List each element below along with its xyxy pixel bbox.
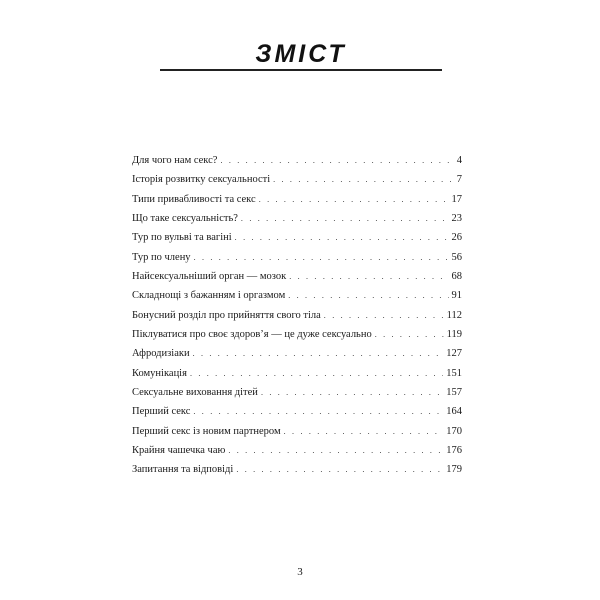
toc-entry — [132, 422, 462, 441]
toc-entry — [132, 151, 462, 170]
page-title: ЗМІСТ — [255, 40, 347, 68]
toc-entry-page: 157 — [446, 386, 462, 398]
toc-entry — [132, 402, 462, 421]
toc-entry-title: Складнощі з бажанням і оргазмом — [132, 290, 286, 302]
toc-dot-leader — [375, 325, 444, 344]
toc-entry-page: 127 — [446, 348, 462, 360]
toc-dot-leader — [235, 228, 449, 247]
toc-entry-page: 23 — [451, 212, 462, 224]
toc-dot-leader — [261, 383, 443, 402]
toc-entry-page: 112 — [446, 309, 462, 321]
toc-entry — [132, 286, 462, 305]
toc-entry — [132, 364, 462, 383]
page-number: 3 — [297, 566, 303, 578]
toc-entry-title: Тур по члену — [132, 251, 191, 263]
toc-entry-title: Історія розвитку сексуальності — [132, 174, 271, 186]
toc-dot-leader — [193, 344, 444, 363]
toc-entry — [132, 190, 462, 209]
toc-entry-page: 119 — [446, 328, 462, 340]
toc-entry-title: Піклуватися про своє здоров’я — це дуже сексуально — [132, 328, 372, 340]
toc-entry-title: Афродизіаки — [132, 348, 190, 360]
toc-entry-page: 151 — [446, 367, 462, 379]
toc-entry-title: Перший секс із новим партнером — [132, 425, 281, 437]
toc-dot-leader — [190, 364, 443, 383]
toc-dot-leader — [288, 286, 448, 305]
toc-entry-page: 68 — [451, 270, 462, 282]
toc-dot-leader — [194, 248, 449, 267]
toc-entry — [132, 460, 462, 479]
toc-dot-leader — [259, 190, 449, 209]
toc-dot-leader — [273, 170, 454, 189]
toc-entry — [132, 344, 462, 363]
toc-dot-leader — [236, 460, 443, 479]
title-underline — [160, 69, 442, 71]
toc-entry-title: Для чого нам секс? — [132, 155, 218, 166]
toc-entry-page: 179 — [446, 464, 462, 476]
toc-dot-leader — [241, 209, 449, 228]
toc-entry-title: Типи привабливості та секс — [132, 193, 256, 205]
toc-entry — [132, 441, 462, 460]
toc-entry — [132, 383, 462, 402]
toc-entry-page: 164 — [446, 406, 462, 418]
toc-entry-page: 176 — [446, 444, 462, 456]
toc-dot-leader — [284, 422, 444, 441]
toc-dot-leader — [220, 151, 453, 170]
toc-entry — [132, 170, 462, 189]
toc-entry — [132, 248, 462, 267]
toc-entry-title: Перший секс — [132, 406, 191, 418]
toc-entry-title: Крайня чашечка чаю — [132, 444, 226, 456]
toc-entry — [132, 267, 462, 286]
toc-entry-title: Комунікація — [132, 367, 187, 379]
toc-entry-page: 17 — [451, 193, 462, 205]
toc-entry-page: 26 — [451, 232, 462, 244]
toc-entry — [132, 325, 462, 344]
toc-dot-leader — [289, 267, 448, 286]
toc-dot-leader — [193, 402, 443, 421]
toc-dot-leader — [228, 441, 443, 460]
toc-entry-title: Бонусний розділ про прийняття свого тіла — [132, 309, 321, 321]
toc-entry-page: 91 — [451, 290, 462, 302]
toc-entry-title: Запитання та відповіді — [132, 464, 234, 476]
toc-entry — [132, 209, 462, 228]
toc-entry-page: 4 — [456, 155, 462, 166]
toc-entry — [132, 306, 462, 325]
toc-entry-title: Що таке сексуальність? — [132, 212, 238, 224]
table-of-contents — [132, 151, 462, 480]
toc-entry — [132, 228, 462, 247]
toc-entry-page: 7 — [456, 174, 462, 186]
toc-dot-leader — [324, 306, 444, 325]
toc-entry-title: Найсексуальніший орган — мозок — [132, 270, 287, 282]
toc-entry-page: 56 — [451, 251, 462, 263]
toc-entry-page: 170 — [446, 425, 462, 437]
toc-entry-title: Тур по вульві та вагіні — [132, 232, 232, 244]
toc-entry-title: Сексуальне виховання дітей — [132, 386, 258, 398]
